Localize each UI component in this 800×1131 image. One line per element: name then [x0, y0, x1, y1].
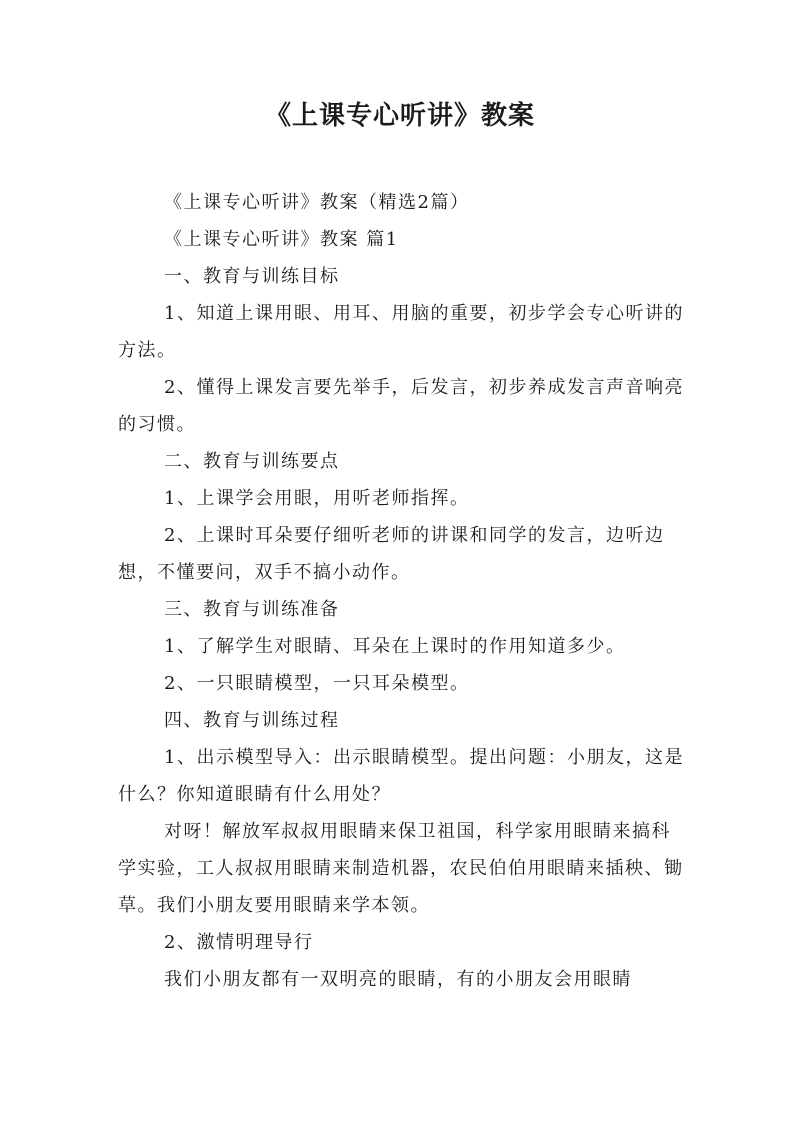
section-heading-goals: 一、教育与训练目标: [164, 266, 340, 287]
section-heading-preparation: 三、教育与训练准备: [164, 599, 340, 620]
paragraph-key-point-2: 2、上课时耳朵要仔细听老师的讲课和同学的发言，边听边想，不懂要问，双手不搞小动作。: [118, 525, 665, 583]
paragraph-goal-1: 1、知道上课用眼、用耳、用脑的重要，初步学会专心听讲的方法。: [118, 303, 684, 361]
document-body: [118, 184, 690, 998]
page-title: 《上课专心听讲》教案: [264, 101, 535, 131]
paragraph-process-2-detail: 我们小朋友都有一双明亮的眼睛，有的小朋友会用眼睛: [164, 969, 632, 990]
paragraph-goal-2: 2、懂得上课发言要先举手，后发言，初步养成发言声音响亮的习惯。: [118, 377, 684, 435]
paragraph-preparation-1: 1、了解学生对眼睛、耳朵在上课时的作用知道多少。: [164, 636, 626, 657]
paragraph-process-1-detail: 对呀！解放军叔叔用眼睛来保卫祖国，科学家用眼睛来搞科学实验，工人叔叔用眼睛来制造机器，农民伯伯用眼睛来插秧、锄草。我们小朋友要用眼睛来学本领。: [118, 821, 684, 916]
section-heading-process: 四、教育与训练过程: [164, 710, 340, 731]
section-heading-key-points: 二、教育与训练要点: [164, 451, 340, 472]
paragraph-part-heading: 《上课专心听讲》教案 篇1: [164, 229, 399, 250]
paragraph-process-2: 2、激情明理导行: [164, 932, 314, 953]
paragraph-subtitle: 《上课专心听讲》教案（精选2篇）: [164, 192, 470, 213]
paragraph-process-1: 1、出示模型导入：出示眼睛模型。提出问题：小朋友，这是什么？你知道眼睛有什么用处？: [118, 747, 684, 805]
paragraph-preparation-2: 2、一只眼睛模型，一只耳朵模型。: [164, 673, 470, 694]
paragraph-key-point-1: 1、上课学会用眼，用听老师指挥。: [164, 488, 470, 509]
